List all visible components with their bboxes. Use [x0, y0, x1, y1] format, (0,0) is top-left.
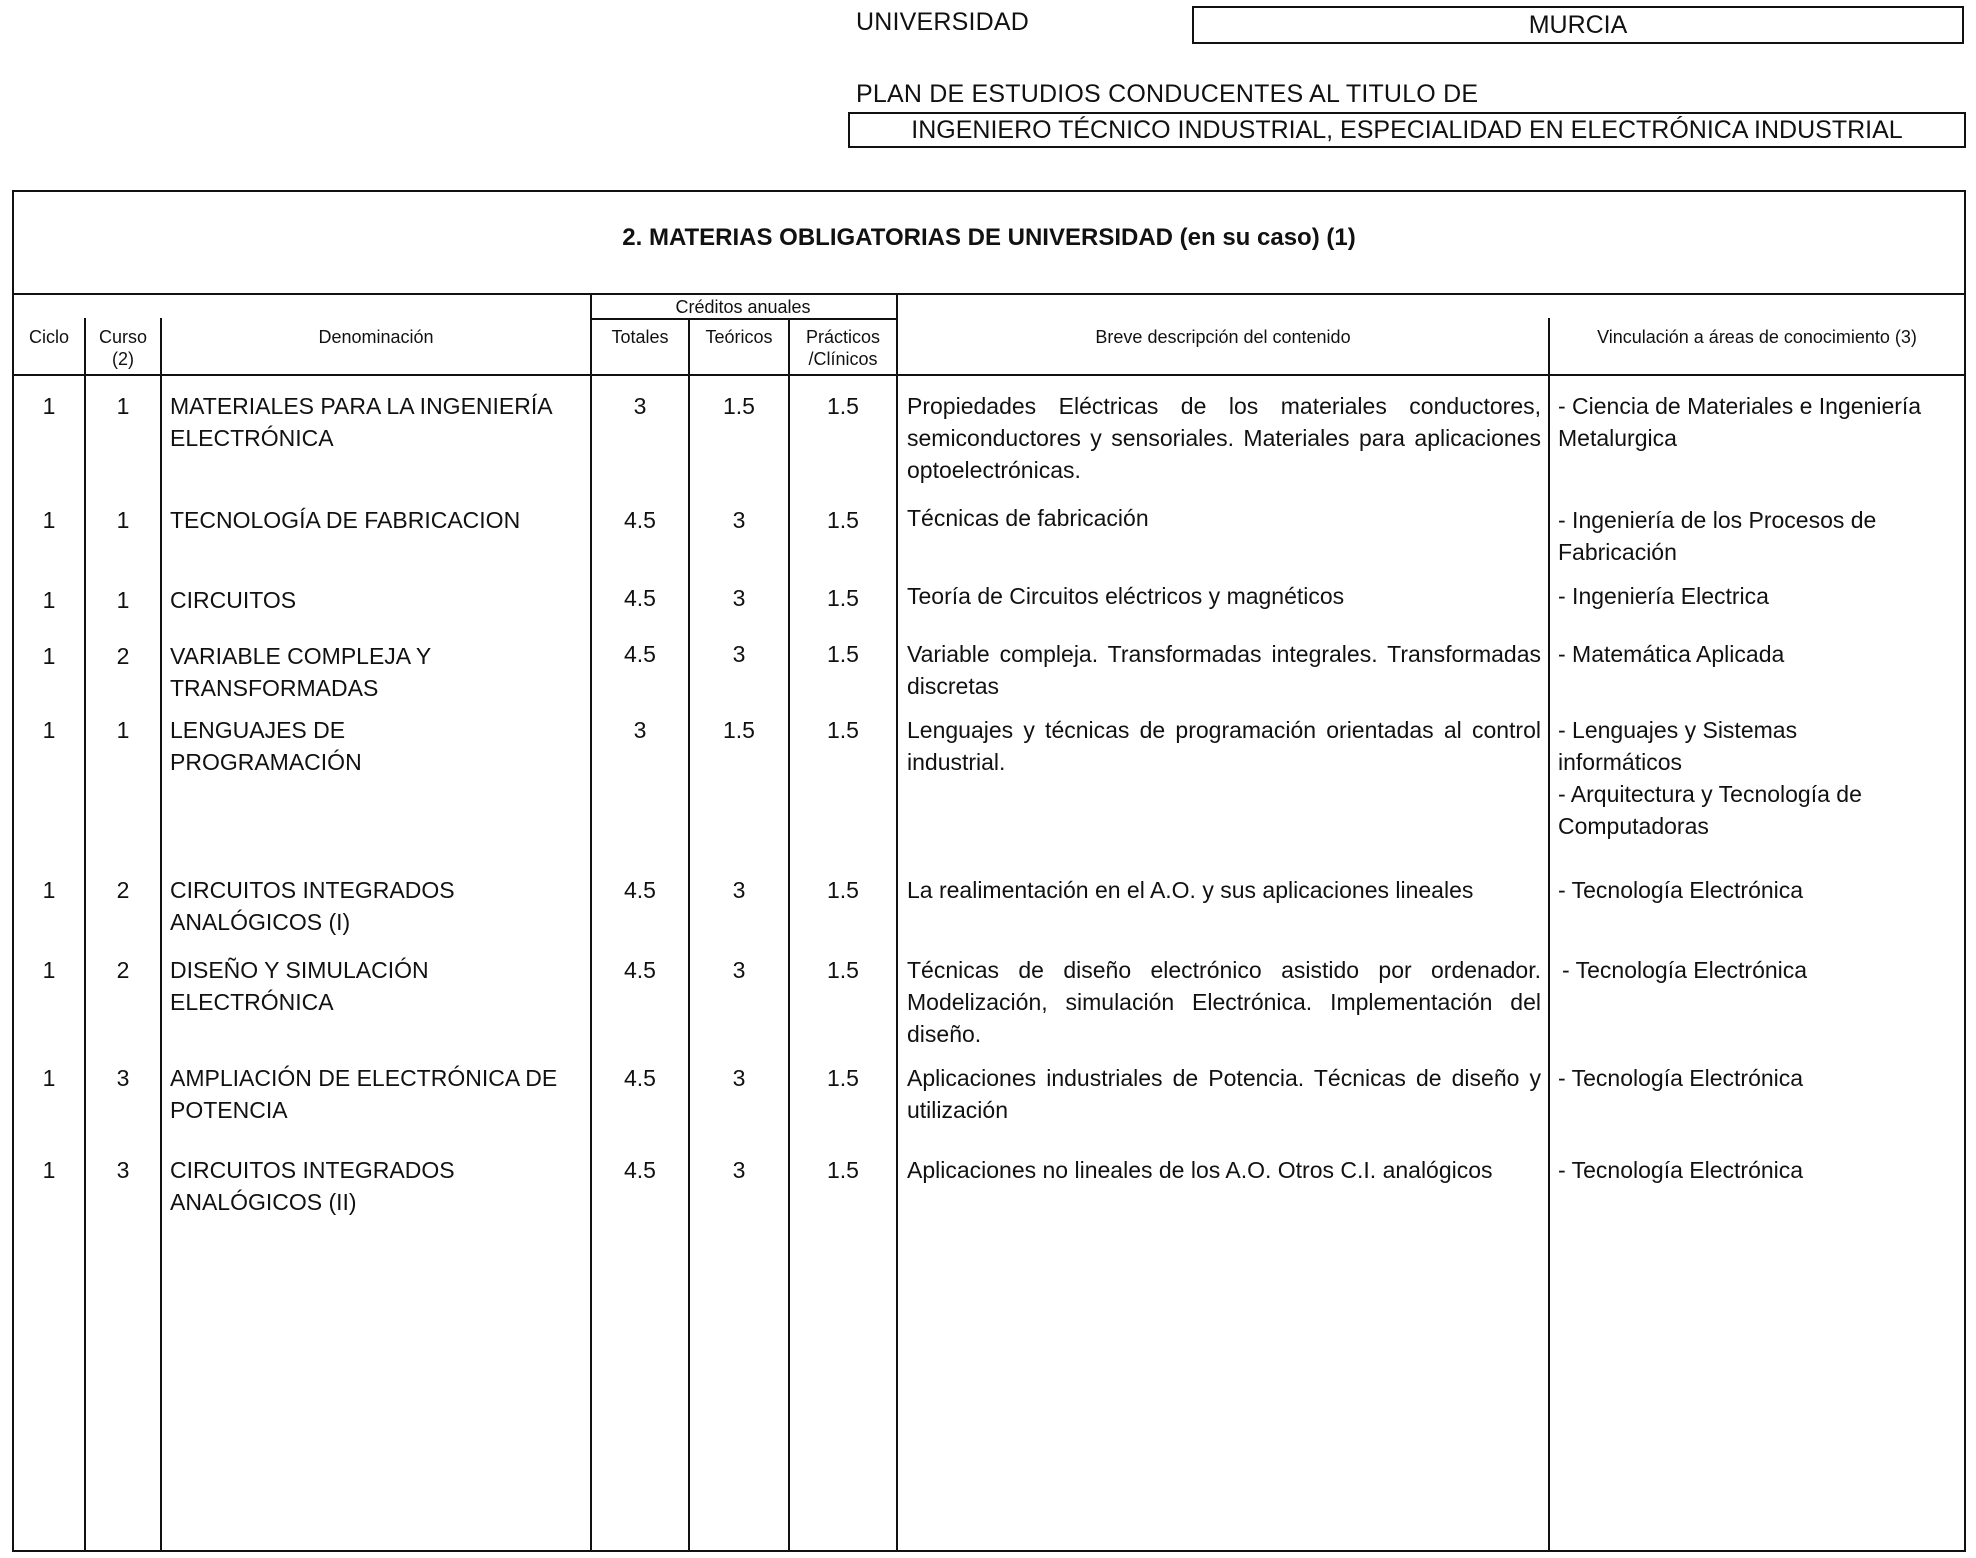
- row-totales: 4.5: [624, 1157, 656, 1183]
- row-descripcion: Variable compleja. Transformadas integrales. Transformadas discretas: [907, 641, 1541, 699]
- row-totales: 4.5: [624, 877, 656, 903]
- table-title: 2. MATERIAS OBLIGATORIAS DE UNIVERSIDAD (en su caso) (1): [622, 224, 1356, 251]
- row-curso: 3: [116, 1065, 130, 1091]
- row-denominacion: DISEÑO Y SIMULACIÓN ELECTRÓNICA: [170, 957, 429, 1015]
- row-descripcion: Técnicas de diseño electrónico asistido por ordenador. Modelización, simulación Electrónica. Implementación del diseño.: [907, 957, 1541, 1047]
- row-curso: 2: [116, 877, 130, 903]
- row-area: - Ciencia de Materiales e Ingeniería Metalurgica: [1558, 393, 1922, 451]
- row-denominacion: CIRCUITOS INTEGRADOS ANALÓGICOS (I): [170, 877, 455, 935]
- row-curso: 1: [116, 393, 130, 419]
- row-teoricos: 3: [732, 507, 746, 533]
- row-ciclo: 1: [42, 717, 56, 743]
- table-rule-top: [12, 293, 1966, 295]
- row-curso: 1: [116, 587, 130, 613]
- row-practicos: 1.5: [827, 641, 859, 667]
- col-header-ciclo: Ciclo: [28, 327, 69, 347]
- col-rule: [1548, 374, 1550, 1552]
- row-denominacion: CIRCUITOS INTEGRADOS ANALÓGICOS (II): [170, 1157, 455, 1215]
- row-descripcion: Aplicaciones industriales de Potencia. Técnicas de diseño y utilización: [907, 1065, 1541, 1123]
- universidad-label: UNIVERSIDAD: [856, 8, 1030, 36]
- row-curso: 3: [116, 1157, 130, 1183]
- col-header-practicos-clinicos: /Clínicos: [808, 349, 878, 369]
- row-practicos: 1.5: [827, 877, 859, 903]
- col-header-curso: Curso: [98, 327, 147, 347]
- col-header-vinculacion: Vinculación a áreas de conocimiento (3): [1597, 327, 1917, 347]
- row-ciclo: 1: [42, 507, 56, 533]
- row-teoricos: 1.5: [723, 717, 755, 743]
- creditos-anuales-header: Créditos anuales: [675, 297, 811, 317]
- row-denominacion: TECNOLOGÍA DE FABRICACION: [170, 507, 521, 533]
- row-practicos: 1.5: [827, 717, 859, 743]
- row-descripcion: La realimentación en el A.O. y sus aplicaciones lineales: [907, 877, 1474, 903]
- row-area: - Tecnología Electrónica: [1558, 1157, 1804, 1183]
- row-denominacion: LENGUAJES DE PROGRAMACIÓN: [170, 717, 362, 775]
- row-teoricos: 3: [732, 1157, 746, 1183]
- col-header-curso-note: (2): [112, 349, 134, 369]
- col-header-descripcion: Breve descripción del contenido: [1095, 327, 1351, 347]
- row-denominacion: CIRCUITOS: [170, 587, 297, 613]
- row-area: - Tecnología Electrónica: [1562, 957, 1808, 983]
- row-totales: 4.5: [624, 641, 656, 667]
- row-area: - Tecnología Electrónica: [1558, 1065, 1804, 1091]
- row-ciclo: 1: [42, 587, 56, 613]
- row-teoricos: 3: [732, 957, 746, 983]
- row-area: - Ingeniería de los Procesos de Fabricación: [1558, 507, 1877, 565]
- creditos-rule: [590, 318, 896, 320]
- universidad-value-box: MURCIA: [1192, 6, 1964, 44]
- row-practicos: 1.5: [827, 1065, 859, 1091]
- col-header-practicos: Prácticos: [805, 327, 881, 347]
- row-totales: 4.5: [624, 585, 656, 611]
- row-teoricos: 3: [732, 1065, 746, 1091]
- row-curso: 2: [116, 643, 130, 669]
- row-area: - Lenguajes y Sistemas informáticos: [1558, 717, 1798, 775]
- row-area-secondary: - Arquitectura y Tecnología de Computadoras: [1558, 781, 1862, 839]
- col-header-totales: Totales: [611, 327, 669, 347]
- row-denominacion: VARIABLE COMPLEJA Y TRANSFORMADAS: [170, 643, 431, 701]
- plan-label: PLAN DE ESTUDIOS CONDUCENTES AL TITULO DE: [856, 80, 1479, 108]
- col-rule: [896, 374, 898, 1552]
- titulo-value-box: INGENIERO TÉCNICO INDUSTRIAL, ESPECIALIDAD EN ELECTRÓNICA INDUSTRIAL: [848, 112, 1966, 148]
- row-curso: 1: [116, 717, 130, 743]
- row-teoricos: 3: [732, 641, 746, 667]
- row-practicos: 1.5: [827, 507, 859, 533]
- row-curso: 1: [116, 507, 130, 533]
- row-ciclo: 1: [42, 643, 56, 669]
- row-denominacion: AMPLIACIÓN DE ELECTRÓNICA DE POTENCIA: [170, 1065, 558, 1123]
- row-totales: 3: [633, 393, 647, 419]
- table-rule-header-bottom: [12, 374, 1966, 376]
- row-practicos: 1.5: [827, 393, 859, 419]
- row-curso: 2: [116, 957, 130, 983]
- row-practicos: 1.5: [827, 585, 859, 611]
- row-descripcion: Lenguajes y técnicas de programación orientadas al control industrial.: [907, 717, 1541, 775]
- row-ciclo: 1: [42, 1065, 56, 1091]
- row-totales: 4.5: [624, 957, 656, 983]
- row-denominacion: MATERIALES PARA LA INGENIERÍA ELECTRÓNICA: [170, 393, 552, 451]
- row-practicos: 1.5: [827, 1157, 859, 1183]
- row-area: - Ingeniería Electrica: [1558, 583, 1769, 609]
- row-practicos: 1.5: [827, 957, 859, 983]
- row-totales: 3: [633, 717, 647, 743]
- col-rule: [160, 374, 162, 1552]
- row-teoricos: 3: [732, 877, 746, 903]
- col-header-teoricos: Teóricos: [705, 327, 773, 347]
- row-area: - Matemática Aplicada: [1558, 641, 1785, 667]
- row-descripcion: Teoría de Circuitos eléctricos y magnéticos: [907, 583, 1345, 609]
- row-descripcion: Aplicaciones no lineales de los A.O. Otros C.I. analógicos: [907, 1157, 1493, 1183]
- col-header-denominacion: Denominación: [318, 327, 434, 347]
- row-ciclo: 1: [42, 877, 56, 903]
- row-ciclo: 1: [42, 393, 56, 419]
- row-totales: 4.5: [624, 1065, 656, 1091]
- row-descripcion: Propiedades Eléctricas de los materiales conductores, semiconductores y sensoriales. Materiales para aplicaciones optoelectrónicas.: [907, 393, 1541, 483]
- row-totales: 4.5: [624, 507, 656, 533]
- row-ciclo: 1: [42, 957, 56, 983]
- row-area: - Tecnología Electrónica: [1558, 877, 1804, 903]
- row-ciclo: 1: [42, 1157, 56, 1183]
- row-teoricos: 1.5: [723, 393, 755, 419]
- row-descripcion: Técnicas de fabricación: [907, 505, 1149, 531]
- row-teoricos: 3: [732, 585, 746, 611]
